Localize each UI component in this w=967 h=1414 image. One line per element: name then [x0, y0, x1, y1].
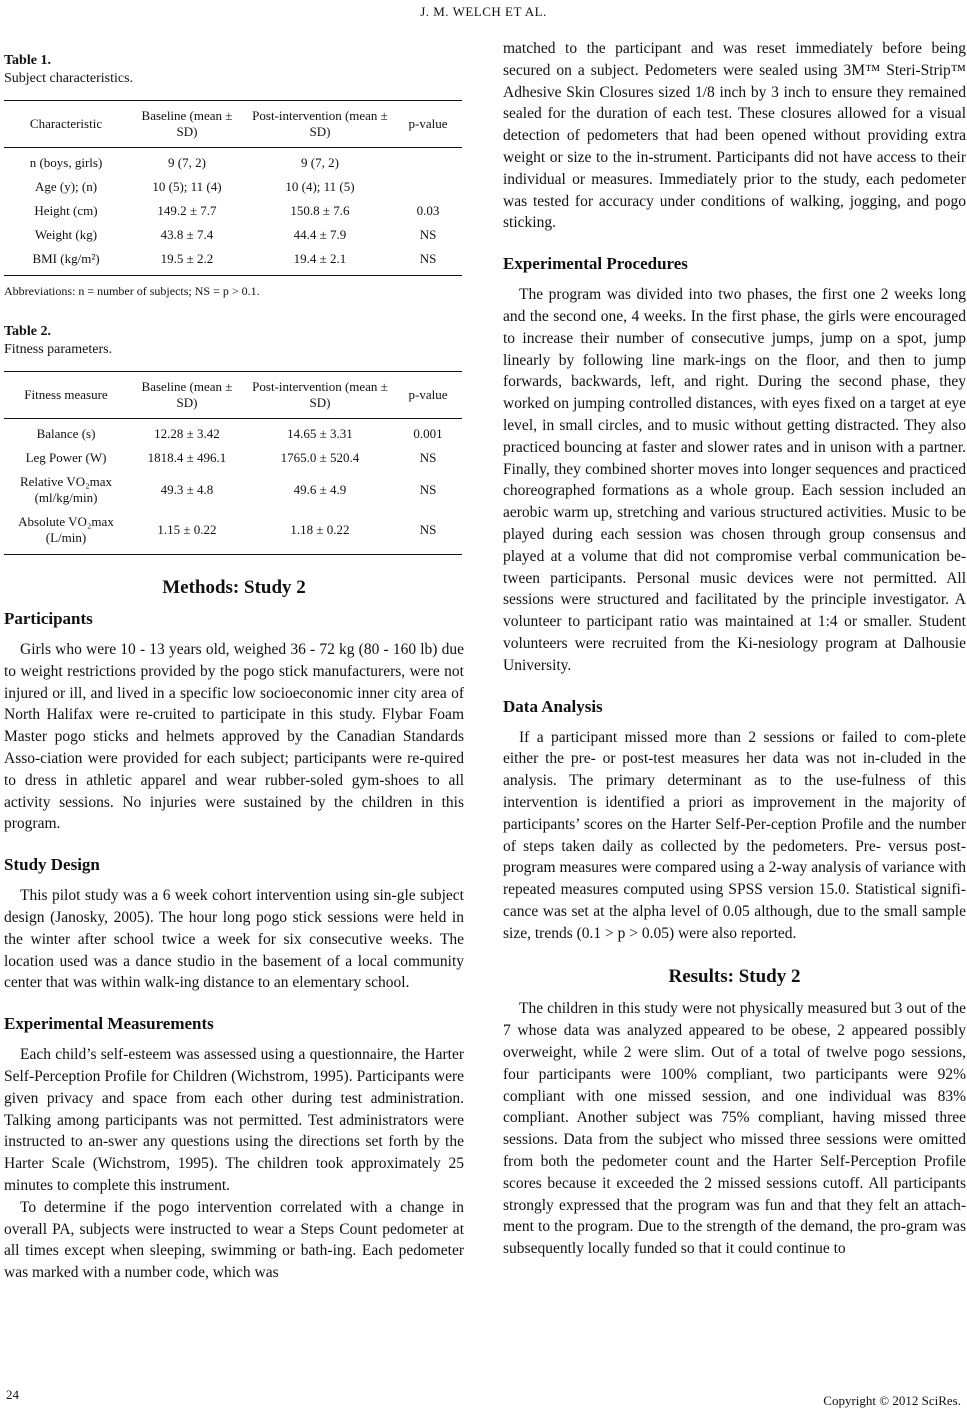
table2-header: Fitness measure — [24, 387, 108, 402]
table-cell: NS — [419, 522, 437, 537]
table-cell: 49.6 ± 4.9 — [293, 482, 347, 497]
participants-heading: Participants — [4, 609, 93, 628]
table2-caption — [4, 323, 464, 359]
analysis-heading: Data Analysis — [503, 696, 603, 716]
table1-caption — [4, 52, 464, 88]
table1-header: Characteristic — [29, 116, 103, 131]
table1-header: Post-intervention (mean ± SD) — [252, 108, 388, 139]
table-cell: 0.03 — [416, 203, 440, 218]
table-cell: 10 (4); 11 (5) — [285, 179, 355, 194]
table-cell: 1.15 ± 0.22 — [157, 522, 217, 537]
table-cell: 19.4 ± 2.1 — [293, 251, 347, 266]
table-cell: 1818.4 ± 496.1 — [147, 450, 227, 465]
table-cell: NS — [419, 450, 437, 465]
measurements-paragraph: To determine if the pogo intervention correlated with a change in overall PA, subjects were instructed to wear a Steps Count pedometer at all times except when sleeping, swimming or bath-ing. Each pedometer was marked with a number code, which was — [4, 1198, 464, 1282]
table-row — [4, 470, 462, 510]
table-cell: 10 (5); 11 (4) — [152, 179, 222, 194]
table-cell: 1.18 ± 0.22 — [290, 522, 350, 537]
table-row — [4, 247, 462, 276]
running-head: J. M. WELCH ET AL. — [420, 4, 547, 19]
analysis-paragraph: If a participant missed more than 2 sessions or failed to com-plete either the pre- or post-test measures her data was not in-cluded in the analysis. The primary determinant as to the use-fulness of this intervention is identified a priori as improvement in the majority of participants’ scores on the Harter Self-Per-ception Profile and the number of steps taken daily as collected by the pedometers. Pre- versus post-program measures were compared using a 2-way analysis of variance with repeated measures computed using SPSS version 15.0. Statistical signifi-cance was set at the alpha level of 0.05 although, due to the small sample size, trends (0.1 > p > 0.05) were also reported. — [503, 728, 966, 942]
table-cell: 44.4 ± 7.9 — [293, 227, 347, 242]
table-cell: 43.8 ± 7.4 — [160, 227, 214, 242]
table-cell: Age (y); (n) — [34, 179, 98, 194]
table-cell: 149.2 ± 7.7 — [157, 203, 217, 218]
table2-header: Baseline (mean ± SD) — [141, 379, 233, 410]
table-cell: 49.3 ± 4.8 — [160, 482, 214, 497]
table-cell: Weight (kg) — [34, 227, 98, 242]
table-cell: BMI (kg/m²) — [32, 251, 100, 266]
table-cell: Height (cm) — [34, 203, 98, 218]
table-cell: 19.5 ± 2.2 — [160, 251, 214, 266]
table-cell: Absolute VO₂max (L/min) — [18, 514, 114, 545]
table-cell: 1765.0 ± 520.4 — [280, 450, 360, 465]
measurements-paragraph: Each child’s self-esteem was assessed using a questionnaire, the Harter Self-Perception Profile for Children (Wichstrom, 1995). Participants were given privacy and space from each other during test administration. Talking among participants was not permitted. Test administrators were instructed to an-swer any questions using the directions set forth by the Harter Scale (Wichstrom, 1995). The children took approximately 25 minutes to complete this instrument. — [4, 1046, 464, 1194]
table-cell: Leg Power (W) — [25, 450, 107, 465]
table-cell: 0.001 — [413, 426, 443, 441]
table-row — [4, 199, 462, 223]
table-cell: 9 (7, 2) — [168, 155, 206, 170]
methods-title: Methods: Study 2 — [162, 577, 306, 598]
participants-paragraph: Girls who were 10 - 13 years old, weighed 36 - 72 kg (80 - 160 lb) due to weight restrictions provided by the pogo stick manufacturers, were not injured or ill, and lived in a specific low socioeconomic inner city area of North Halifax were re-cruited to participate in this study. Flybar Foam Master pogo sticks and helmets approved by the Canadian Standards Asso-ciation were provided for each subject; participants were re-quired to dress in athletic apparel and wear rubber-soled gym-shoes to all activity sessions. No injuries were sustained by the children in this program. — [4, 641, 464, 833]
table-cell — [394, 148, 462, 176]
table1-header: Baseline (mean ± SD) — [141, 108, 233, 139]
table-cell: Balance (s) — [36, 426, 96, 441]
table-row — [4, 419, 462, 447]
table-cell: 9 (7, 2) — [301, 155, 339, 170]
table-cell: NS — [419, 227, 437, 242]
table2-title: Fitness parameters. — [4, 342, 113, 357]
table-row — [4, 175, 462, 199]
page-number: 24 — [6, 1387, 19, 1402]
results-paragraph: The children in this study were not physically measured but 3 out of the 7 whose data was analyzed appeared to be obese, 2 appeared possibly overweight, while 2 were slim. Out of a total of twelve pogo sessions, four participants were 100% compliant, two participants were 92% compliant with one missed session, and one individual was 83% compliant. Another subject was 75% compliant, having missed three sessions. Data from the subject who missed three sessions were omitted from both the pedometer count and the Harter Self-Perception Profile scores because it exceeded the 2 missed sessions cutoff. All participants strongly expressed that the program was fun and that they felt an attach-ment to the program. Due to the strength of the demand, the pro-gram was subsequently locally funded so that it could continue to — [503, 1000, 966, 1258]
table1-footnote: Abbreviations: n = number of subjects; NS = p > 0.1. — [4, 284, 260, 298]
table2-header: p-value — [408, 387, 448, 402]
table-cell: NS — [419, 251, 437, 266]
measurements-heading: Experimental Measurements — [4, 1014, 214, 1034]
copyright-notice: Copyright © 2012 SciRes. — [823, 1393, 961, 1408]
table-row — [4, 446, 462, 470]
table-cell — [394, 175, 462, 199]
left-column — [4, 52, 464, 1284]
table-cell: 150.8 ± 7.6 — [290, 203, 350, 218]
study-design-paragraph: This pilot study was a 6 week cohort intervention using sin-gle subject design (Janosky, 2005). The hour long pogo stick sessions were held in the winter after school twice a week for six consecutive weeks. The location used was a dance studio in the basement of a local community center that was within walk-ing distance to an elementary school. — [4, 887, 464, 992]
table2-label: Table 2. — [4, 324, 51, 339]
table-cell: Relative VO₂max (ml/kg/min) — [19, 474, 113, 505]
table-cell: NS — [419, 482, 437, 497]
table-cell: 12.28 ± 3.42 — [154, 426, 220, 441]
table-row — [4, 223, 462, 247]
table2-header: Post-intervention (mean ± SD) — [252, 379, 388, 410]
table-row — [4, 148, 462, 176]
results-title: Results: Study 2 — [668, 966, 801, 988]
table1-label: Table 1. — [4, 53, 51, 68]
right-column — [503, 38, 966, 1260]
table-cell: n (boys, girls) — [29, 155, 103, 170]
table2 — [4, 371, 462, 555]
procedures-heading: Experimental Procedures — [503, 254, 688, 274]
table-row — [4, 510, 462, 555]
pedometer-paragraph: matched to the participant and was reset immediately before being secured on a subject. Pedometers were sealed using 3M™ Steri-Strip™ Adhesive Skin Closures sized 1/8 inch by 3 inch to ensure they remained sealed for the duration of each test. These closures allowed for a visual detection of pedometers that had been opened without providing extra weight or size to the in-strument. Participants did not have access to their individual or measures. Immediately prior to the study, each pedometer was tested for accuracy under conditions of walking, jogging, and pogo sticking. — [503, 40, 966, 232]
table1-title: Subject characteristics. — [4, 71, 134, 86]
procedures-paragraph: The program was divided into two phases, the first one 2 weeks long and the second one, 4 weeks. In the first phase, the girls were encouraged to increase their number of consecutive jumps, jump on a spot, jump linearly by following line mark-ings on the floor, and then to jump forwards, backwards, left, and right. During the second phase, they worked on jumping controlled distances, with eyes fixed on a target at eye level, in small circles, and to music without getting distracted. They also practiced bouncing at faster and slower rates and in unison with a partner. Finally, they combined shorter moves into longer sequences and practiced choreographed formations as a whole group. Each session included an aerobic warm up, stretching and various structured activities. Music to be played during each session was chosen through group consensus and played at a volume that did not compromise verbal communication be-tween participants. Personal music devices were not permitted. All sessions were structured and facilitated by the principle investigator. A volunteer to participant ratio was maintained at 1:4 or smaller. Student volunteers were recruited from the Ki-nesiology program at Dalhousie University. — [503, 286, 966, 674]
table-cell: 14.65 ± 3.31 — [287, 426, 353, 441]
table1-header: p-value — [408, 116, 448, 131]
study-design-heading: Study Design — [4, 855, 100, 875]
table1 — [4, 100, 462, 276]
